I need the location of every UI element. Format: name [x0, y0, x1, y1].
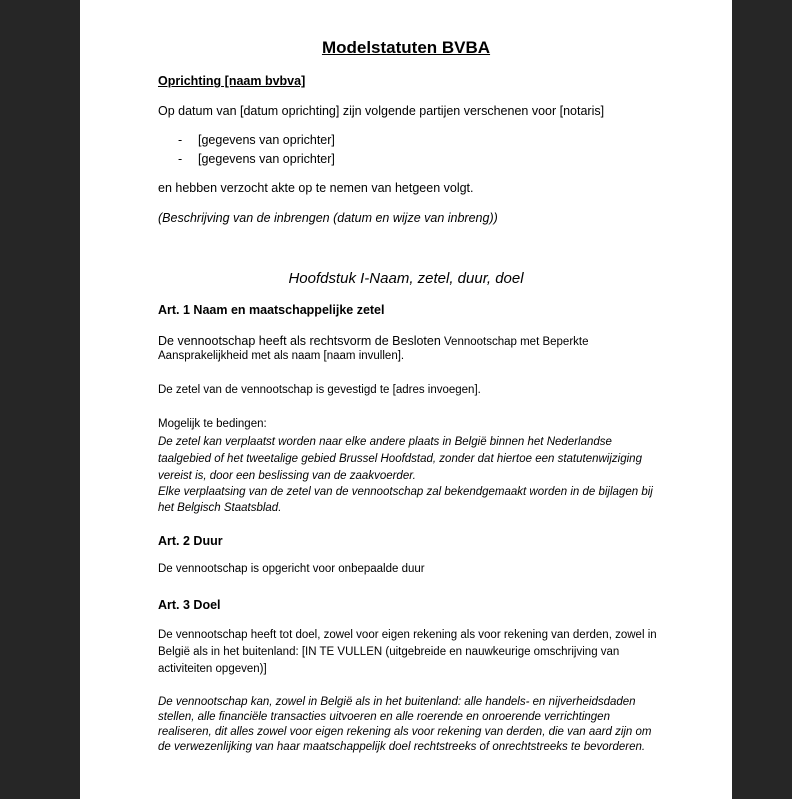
art1-clause1: De zetel kan verplaatst worden naar elke andere plaats in België binnen het Nederlandse taalgebied of het tweetalige gebied Brussel Hoofdstad, zonder dat hiertoe een statutenwijziging vereist is, door een beslissing van de zaakvoerder. — [158, 436, 642, 482]
contributions-text: (Beschrijving van de inbrengen (datum en wijze van inbreng)) — [158, 211, 498, 225]
art2-text: De vennootschap is opgericht voor onbepaalde duur — [158, 563, 425, 575]
art1-line1-a: De vennootschap heeft als rechtsvorm de Besloten — [158, 334, 441, 348]
art1-heading: Art. 1 Naam en maatschappelijke zetel — [158, 303, 385, 317]
art3-heading: Art. 3 Doel — [158, 598, 221, 612]
chapter-heading: Hoofdstuk I-Naam, zetel, duur, doel — [288, 270, 524, 287]
intro-text: Op datum van [datum oprichting] zijn volgende partijen verschenen voor [notaris] — [158, 104, 605, 118]
request-text: en hebben verzocht akte op te nemen van hetgeen volgt. — [158, 181, 474, 195]
art1-seat: De zetel van de vennootschap is gevestigd te [adres invoegen]. — [158, 384, 481, 396]
founder-item: [gegevens van oprichter] — [198, 152, 335, 166]
art1-line1-b: Vennootschap met Beperkte — [440, 336, 589, 348]
art1-clause2: Elke verplaatsing van de zetel van de vennootschap zal bekendgemaakt worden in de bijlagen bij het Belgisch Staatsblad. — [158, 486, 653, 514]
art1-line1 — [158, 332, 589, 350]
founding-heading: Oprichting [naam bvbva] — [158, 74, 306, 88]
art2-heading: Art. 2 Duur — [158, 534, 223, 548]
art1-line2: Aansprakelijkheid met als naam [naam invullen]. — [158, 350, 405, 362]
document-title: Modelstatuten BVBA — [321, 38, 491, 57]
art3-text: De vennootschap heeft tot doel, zowel voor eigen rekening als voor rekening van derden, zowel in België als in het buitenland: [IN TE VULLEN (uitgebreide en nauwkeurige omschrijving van activiteiten opgeven)] — [158, 629, 657, 675]
art1-possible: Mogelijk te bedingen: — [158, 418, 267, 430]
list-bullet: - — [178, 133, 183, 147]
art3-clause: De vennootschap kan, zowel in België als in het buitenland: alle handels- en nijverheidsdaden stellen, alle financiële transacties uitvoeren en alle roerende en onroerende verrichtingen realiseren, dit alles zowel voor eigen rekening als voor rekening van derden, die van aard zijn om de verwezenlijking van haar maatschappelijk doel rechtstreeks of onrechtstreeks te bevorderen. — [158, 696, 652, 753]
list-bullet: - — [178, 152, 183, 166]
document-page — [80, 0, 732, 799]
founder-item: [gegevens van oprichter] — [198, 133, 335, 147]
